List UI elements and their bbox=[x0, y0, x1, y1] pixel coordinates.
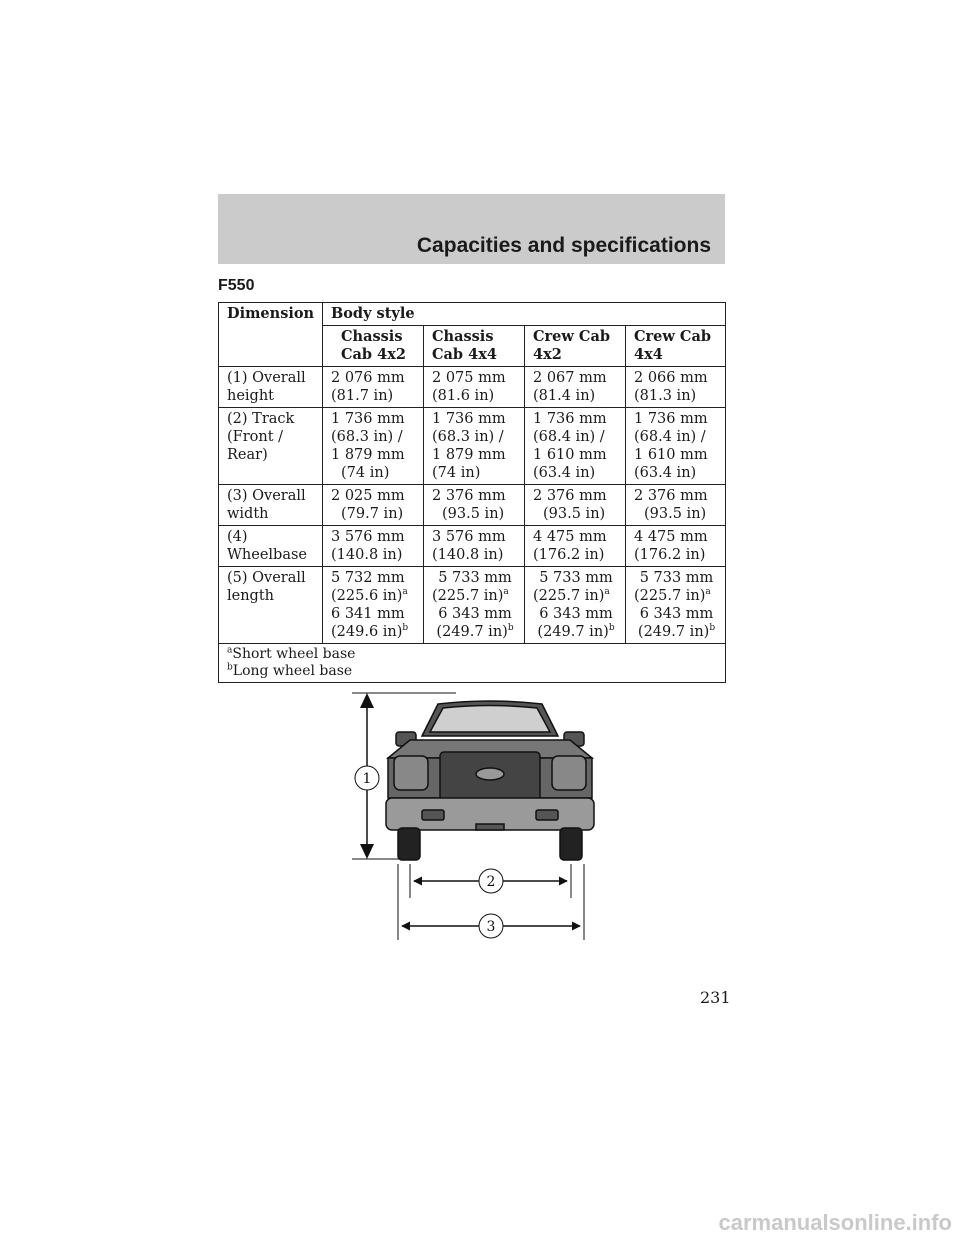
table-cell: 2 376 mm (93.5 in) bbox=[525, 485, 626, 526]
table-cell: 5 732 mm (225.6 in)$^a$ 6 341 mm (249.6 in)$^b$ bbox=[323, 567, 424, 644]
table-cell: 3 576 mm (140.8 in) bbox=[323, 526, 424, 567]
table-cell: 1 736 mm (68.3 in) / 1 879 mm (74 in) bbox=[323, 408, 424, 485]
body-style-header: Body style bbox=[323, 303, 726, 326]
table-cell: 2 075 mm (81.6 in) bbox=[424, 367, 525, 408]
footnotes-row bbox=[219, 644, 726, 683]
truck-diagram-svg bbox=[330, 688, 650, 948]
table-cell: 5 733 mm (225.7 in)$^a$ 6 343 mm (249.7 in)$^b$ bbox=[424, 567, 525, 644]
table-cell: 2 376 mm (93.5 in) bbox=[424, 485, 525, 526]
dimensions-table bbox=[218, 302, 726, 683]
page-header-title: Capacities and specifications bbox=[416, 234, 711, 257]
table-cell: 4 475 mm (176.2 in) bbox=[525, 526, 626, 567]
row-label: (2) Track (Front / Rear) bbox=[219, 408, 323, 485]
table-cell: 1 736 mm (68.4 in) / 1 610 mm (63.4 in) bbox=[525, 408, 626, 485]
table-cell: 2 025 mm (79.7 in) bbox=[323, 485, 424, 526]
style-header: Chassis Cab 4x4 bbox=[424, 326, 525, 367]
table-row bbox=[219, 485, 726, 526]
table-cell: 5 733 mm (225.7 in)$^a$ 6 343 mm (249.7 in)$^b$ bbox=[525, 567, 626, 644]
style-header: Crew Cab 4x2 bbox=[525, 326, 626, 367]
footnote-mark: a bbox=[503, 587, 509, 598]
table-row bbox=[219, 567, 726, 644]
row-label: (3) Overall width bbox=[219, 485, 323, 526]
row-label: (1) Overall height bbox=[219, 367, 323, 408]
style-header: Crew Cab 4x4 bbox=[626, 326, 726, 367]
table-row bbox=[219, 408, 726, 485]
table-cell: 2 066 mm (81.3 in) bbox=[626, 367, 726, 408]
dimension-header: Dimension bbox=[219, 303, 323, 367]
table-cell: 2 076 mm (81.7 in) bbox=[323, 367, 424, 408]
footnote-mark: a bbox=[705, 587, 711, 598]
table-cell: 5 733 mm (225.7 in)$^a$ 6 343 mm (249.7 in)$^b$ bbox=[626, 567, 726, 644]
footnote-mark: b bbox=[709, 623, 716, 634]
footnote-mark: a bbox=[402, 587, 408, 598]
table-cell: 4 475 mm (176.2 in) bbox=[626, 526, 726, 567]
footnote-mark: a bbox=[604, 587, 610, 598]
row-label: (5) Overall length bbox=[219, 567, 323, 644]
dimension-label-3: 3 bbox=[486, 919, 496, 935]
watermark: carmanualsonline.info bbox=[718, 1210, 952, 1235]
table-cell: 1 736 mm (68.4 in) / 1 610 mm (63.4 in) bbox=[626, 408, 726, 485]
table-cell: 2 067 mm (81.4 in) bbox=[525, 367, 626, 408]
truck-front-diagram bbox=[330, 688, 650, 948]
section-title: F550 bbox=[218, 277, 255, 294]
footnote-mark: b bbox=[608, 623, 615, 634]
table-cell: 3 576 mm (140.8 in) bbox=[424, 526, 525, 567]
footnote-mark: b bbox=[402, 623, 409, 634]
footnotes: $^a$Short wheel base $^b$Long wheel base bbox=[219, 644, 726, 683]
page-number: 231 bbox=[700, 988, 731, 1007]
row-label: (4) Wheelbase bbox=[219, 526, 323, 567]
table-header-row bbox=[219, 303, 726, 326]
footnote-mark: b bbox=[507, 623, 514, 634]
dimension-label-2: 2 bbox=[486, 874, 496, 890]
header-band bbox=[218, 194, 725, 264]
dimension-label-1: 1 bbox=[362, 771, 372, 787]
table-cell: 2 376 mm (93.5 in) bbox=[626, 485, 726, 526]
table-row bbox=[219, 526, 726, 567]
footnote-long: Long wheel base bbox=[232, 663, 353, 679]
style-header: Chassis Cab 4x2 bbox=[323, 326, 424, 367]
footnote-short: Short wheel base bbox=[232, 646, 356, 662]
table-row bbox=[219, 367, 726, 408]
table-cell: 1 736 mm (68.3 in) / 1 879 mm (74 in) bbox=[424, 408, 525, 485]
